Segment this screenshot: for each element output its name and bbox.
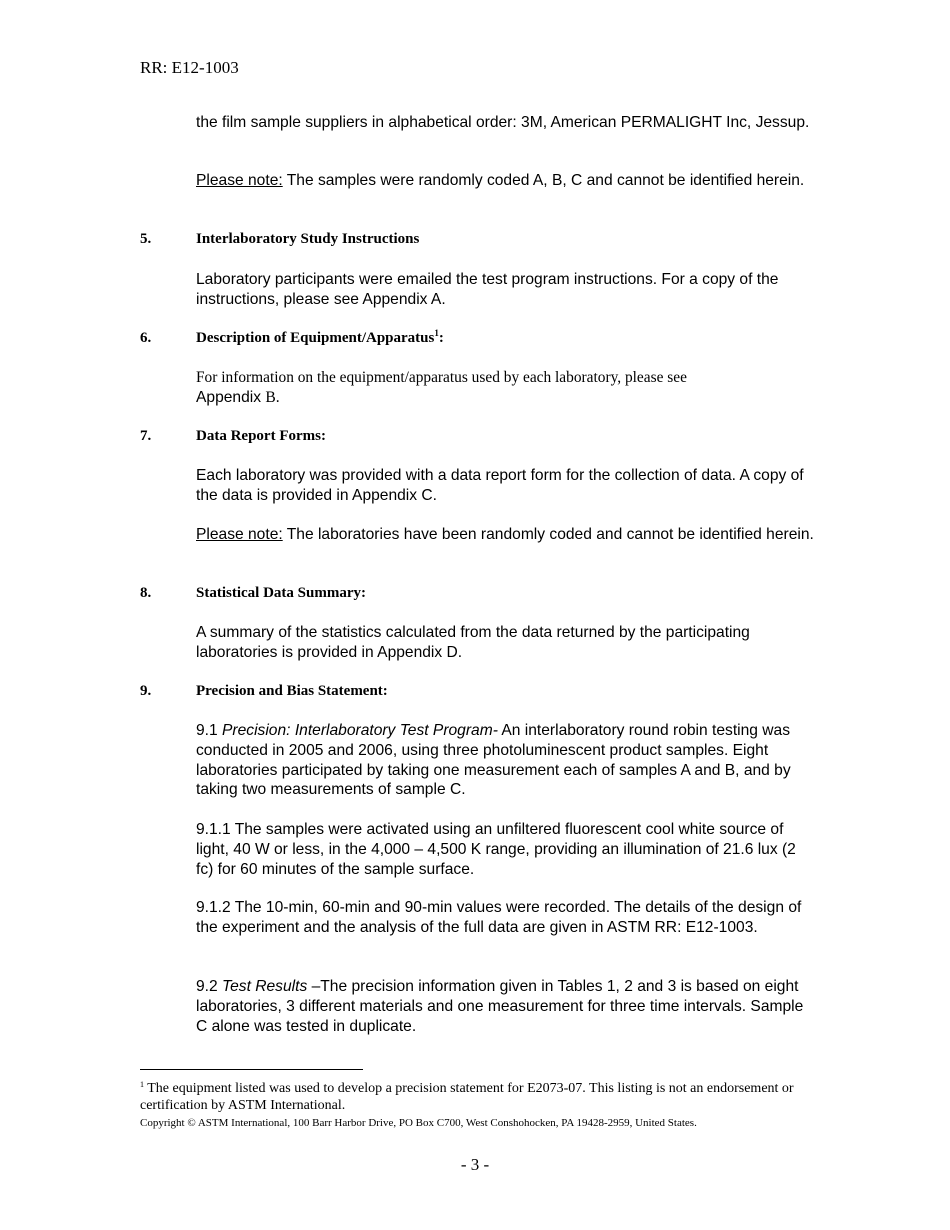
section-8-body: A summary of the statistics calculated from the data returned by the participating laboratories is provided in Appendix D. <box>196 624 750 661</box>
footnote-marker: 1 <box>140 1080 144 1089</box>
body-end-part: B. <box>265 388 280 406</box>
note-text: The laboratories have been randomly coded and cannot be identified herein. <box>282 526 814 543</box>
paragraph-italic-title: Test Results <box>222 978 308 995</box>
section-6-body <box>196 368 816 408</box>
section-7-body: Each laboratory was provided with a data report form for the collection of data. A copy of the data is provided in Appendix C. <box>196 467 804 504</box>
paragraph-text: –The precision information given in Tables 1, 2 and 3 is based on eight laboratories, 3 different materials and one measurement for three time intervals. Sample C alone was tested in duplicate. <box>196 978 804 1035</box>
body-sans-part: Appendix <box>196 388 266 406</box>
suppliers-paragraph: the film sample suppliers in alphabetical order: 3M, American PERMALIGHT Inc, Jessup. <box>196 114 810 131</box>
section-number: 9. <box>140 683 152 699</box>
paragraph-9-1-2: 9.1.2 The 10-min, 60-min and 90-min values were recorded. The details of the design of the experiment and the analysis of the full data are given in ASTM RR: E12-1003. <box>196 899 802 936</box>
copyright-line: Copyright © ASTM International, 100 Barr Harbor Drive, PO Box C700, West Conshohocken, PA 19428-2959, United States. <box>140 1117 697 1129</box>
footnote <box>140 1080 820 1114</box>
section-title: Precision and Bias Statement: <box>196 683 388 699</box>
document-header: RR: E12-1003 <box>140 58 239 77</box>
section-title: Description of Equipment/Apparatus <box>196 330 435 346</box>
footnote-divider <box>140 1069 363 1070</box>
paragraph-9-2 <box>196 977 816 1036</box>
section-title: Data Report Forms: <box>196 428 326 444</box>
body-serif-part: For information on the equipment/apparatus used by each laboratory, please see <box>196 369 687 386</box>
paragraph-9-1 <box>196 721 816 800</box>
section-heading-5 <box>140 231 419 248</box>
section-heading-9 <box>140 683 388 700</box>
section-number: 5. <box>140 231 152 247</box>
footnote-text: The equipment listed was used to develop a precision statement for E2073-07. This listing is not an endorsement or certification by ASTM International. <box>140 1081 794 1113</box>
page-number: - 3 - <box>460 1155 490 1174</box>
note-label: Please note: <box>196 526 283 543</box>
section-heading-8 <box>140 585 366 602</box>
section-number: 8. <box>140 585 152 601</box>
section-title: Interlaboratory Study Instructions <box>196 231 420 247</box>
section-heading-6 <box>140 330 444 347</box>
laboratories-note-paragraph <box>196 525 816 545</box>
note-text: The samples were randomly coded A, B, C and cannot be identified herein. <box>282 172 805 189</box>
paragraph-9-1-1: 9.1.1 The samples were activated using an unfiltered fluorescent cool white source of light, 40 W or less, in the 4,000 – 4,500 K range, providing an illumination of 21.6 lux (2 fc) for 60 minutes of the sample surface. <box>196 821 796 878</box>
section-title: Statistical Data Summary: <box>196 585 366 601</box>
note-label: Please note: <box>196 172 283 189</box>
section-5-body: Laboratory participants were emailed the test program instructions. For a copy of the instructions, please see Appendix A. <box>196 271 779 308</box>
section-heading-7 <box>140 428 326 445</box>
paragraph-number: 9.2 <box>196 978 223 995</box>
samples-note-paragraph <box>196 171 816 191</box>
paragraph-text: An interlaboratory round robin testing was conducted in 2005 and 2006, using three photoluminescent product samples. Eight laboratories participated by taking one measurement each of samples A and B, and by taking two measurements of sample C. <box>196 722 791 799</box>
section-number: 6. <box>140 330 152 346</box>
paragraph-number: 9.1 <box>196 722 223 739</box>
paragraph-italic-title: Precision: Interlaboratory Test Program- <box>222 722 498 739</box>
section-number: 7. <box>140 428 152 444</box>
footnote-ref: 1 <box>434 328 439 338</box>
section-title-suffix: : <box>438 330 444 346</box>
